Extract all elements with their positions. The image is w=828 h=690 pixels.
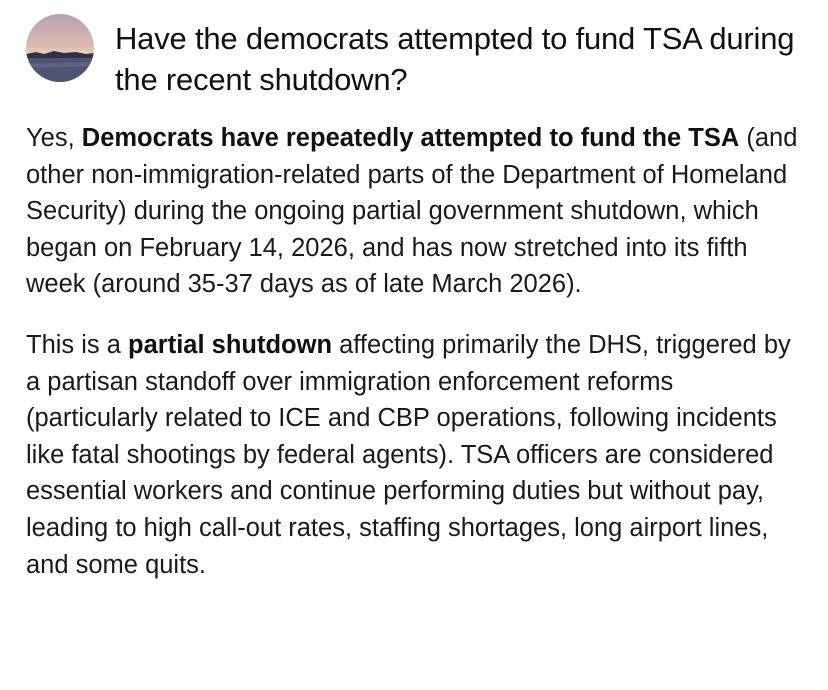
answer-paragraph-1 bbox=[26, 120, 806, 303]
landscape-photo-icon bbox=[26, 14, 94, 82]
answer-body bbox=[26, 120, 806, 583]
paragraph-text: This is a bbox=[26, 330, 129, 359]
bold-text: partial shutdown bbox=[128, 330, 333, 359]
question-header bbox=[26, 14, 806, 100]
paragraph-text: Yes, bbox=[26, 124, 82, 152]
paragraph-text: affecting primarily the DHS, triggered by a partisan standoff over immigration enforcement reforms (particularly related to ICE and CBP operations, following incidents like fatal shootings by federal agents). TSA officers are considered essential workers and continue performing duties but without pay, leading to high call-out rates, staffing shortages, long airport lines, and some quits. bbox=[26, 330, 791, 579]
bold-text: Democrats have repeatedly attempted to fund the TSA bbox=[81, 124, 740, 152]
user-avatar[interactable] bbox=[26, 14, 94, 82]
answer-paragraph-2 bbox=[26, 327, 806, 583]
paragraph-text: (and other non-immigration-related parts of the Department of Homeland Security) during the ongoing partial government shutdown, which began on February 14, 2026, and has now stretched into its fifth week (around 35-37 days as of late March 2026). bbox=[26, 124, 798, 299]
question-text: Have the democrats attempted to fund TSA during the recent shutdown? bbox=[115, 21, 795, 97]
